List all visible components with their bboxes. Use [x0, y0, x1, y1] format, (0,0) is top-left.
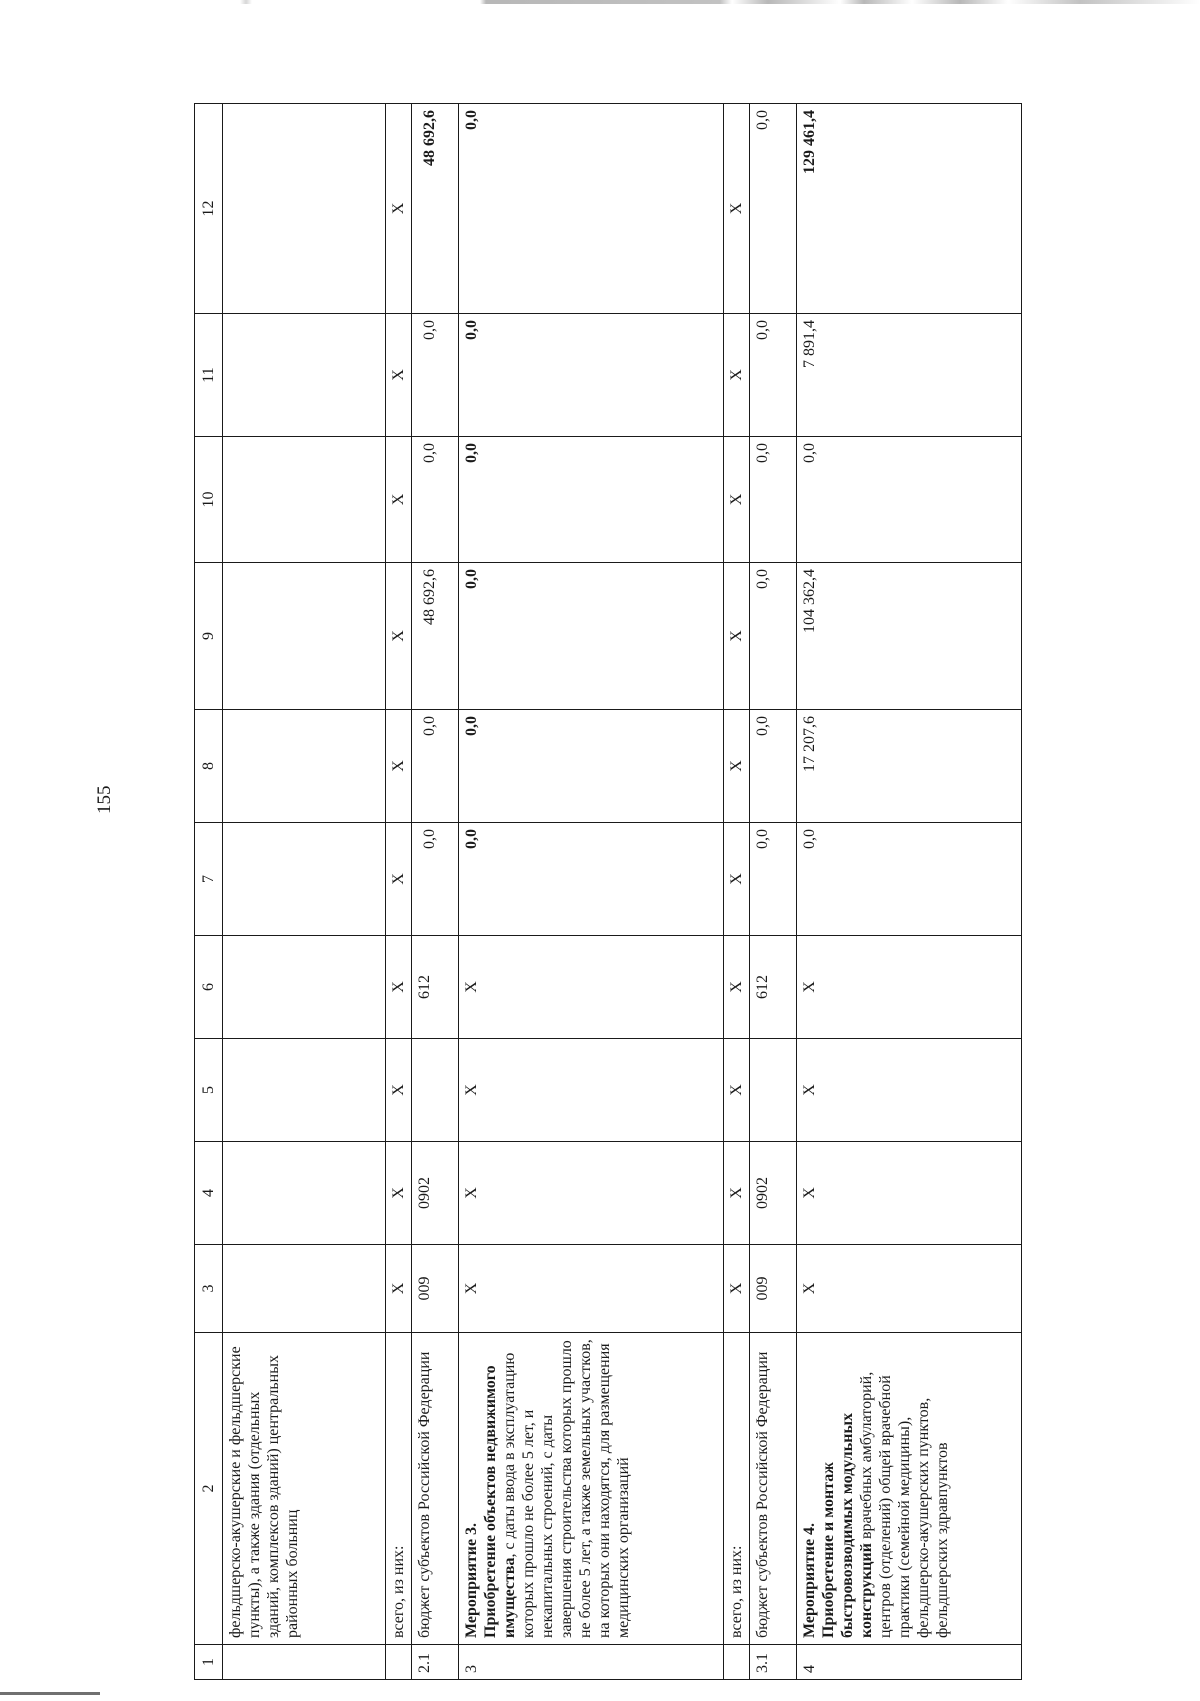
cell-c9: 104 362,4	[797, 563, 1022, 710]
table-row	[459, 104, 724, 1680]
cell-c4: X	[386, 1142, 412, 1245]
cell-c6: X	[386, 936, 412, 1039]
cell-c8: 0,0	[750, 710, 797, 823]
cell-c11: 7 891,4	[797, 314, 1022, 437]
cell-c10: X	[724, 437, 750, 563]
header-cell: 1	[195, 1645, 223, 1680]
cell-c11: 0,0	[412, 314, 459, 437]
table-row	[386, 104, 412, 1680]
row-text: бюджет субъектов Российской Федерации	[754, 1351, 771, 1638]
cell-c5	[412, 1039, 459, 1142]
header-cell: 5	[195, 1039, 223, 1142]
cell-c8: 17 207,6	[797, 710, 1022, 823]
row-title: Приобретение и монтаж быстровозводимых модульных конструкций	[820, 1413, 875, 1638]
cell-c11: X	[386, 314, 412, 437]
scan-edge-top	[0, 0, 1200, 4]
cell-c7: 0,0	[412, 823, 459, 936]
cell-c9: X	[724, 563, 750, 710]
cell-c10: 0,0	[459, 437, 724, 563]
row-description	[797, 1333, 1022, 1645]
cell-c4: X	[459, 1142, 724, 1245]
row-number: 3	[459, 1645, 724, 1680]
cell-c12: 0,0	[750, 104, 797, 314]
cell-c10: 0,0	[750, 437, 797, 563]
cell-c4: X	[724, 1142, 750, 1245]
row-number: 4	[797, 1645, 1022, 1680]
cell-c7: 0,0	[750, 823, 797, 936]
header-cell: 3	[195, 1245, 223, 1333]
cell-c3: X	[724, 1245, 750, 1333]
row-number	[386, 1645, 412, 1680]
row-text: бюджет субъектов Российской Федерации	[416, 1351, 433, 1638]
cell-c9: 0,0	[459, 563, 724, 710]
table-row	[223, 104, 386, 1680]
cell-c8	[223, 710, 386, 823]
row-description	[412, 1333, 459, 1645]
row-number: 3.1	[750, 1645, 797, 1680]
row-description	[223, 1333, 386, 1645]
cell-c9: X	[386, 563, 412, 710]
cell-c3: X	[459, 1245, 724, 1333]
cell-c3: 009	[412, 1245, 459, 1333]
cell-c10: X	[386, 437, 412, 563]
row-text: , с даты ввода в эксплуатацию которых прошло не более 5 лет, и некапитальных строений, с даты завершения строительства которых прошло не более 5 лет, а также земельных участков, на которых они находятся, для размещения медицинских организаций	[501, 1339, 632, 1638]
header-cell: 4	[195, 1142, 223, 1245]
row-number	[724, 1645, 750, 1680]
cell-c7: X	[724, 823, 750, 936]
cell-c4: 0902	[412, 1142, 459, 1245]
cell-c12: 48 692,6	[412, 104, 459, 314]
cell-c7: X	[386, 823, 412, 936]
row-text: врачебных амбулаторий, центров (отделений) общей врачебной практики (семейной медицины), фельдшерско-акушерских пунктов, фельдшерских здравпунктов	[858, 1371, 951, 1638]
table-row	[750, 104, 797, 1680]
cell-c5: X	[797, 1039, 1022, 1142]
cell-c10: 0,0	[412, 437, 459, 563]
row-lead: Мероприятие 4.	[801, 1522, 818, 1638]
header-cell: 10	[195, 437, 223, 563]
cell-c3: 009	[750, 1245, 797, 1333]
cell-c5	[750, 1039, 797, 1142]
cell-c12	[223, 104, 386, 314]
cell-c12: 129 461,4	[797, 104, 1022, 314]
header-row	[195, 104, 223, 1680]
cell-c5: X	[459, 1039, 724, 1142]
cell-c11: X	[724, 314, 750, 437]
row-lead: Мероприятие 3.	[463, 1522, 480, 1638]
cell-c3: X	[386, 1245, 412, 1333]
row-text: всего, из них:	[390, 1545, 407, 1638]
header-cell: 12	[195, 104, 223, 314]
cell-c9: 48 692,6	[412, 563, 459, 710]
scan-edge-bottom	[0, 1692, 100, 1695]
row-description	[724, 1333, 750, 1645]
row-title: Приобретение объектов недвижимого имущества	[482, 1365, 518, 1638]
cell-c8: X	[724, 710, 750, 823]
cell-c6: X	[459, 936, 724, 1039]
table-row	[724, 104, 750, 1680]
cell-c12: 0,0	[459, 104, 724, 314]
row-text: всего, из них:	[728, 1545, 745, 1638]
cell-c12: X	[386, 104, 412, 314]
table-row	[412, 104, 459, 1680]
header-cell: 8	[195, 710, 223, 823]
cell-c3: X	[797, 1245, 1022, 1333]
rotated-table-area	[194, 104, 1056, 1680]
table-row	[797, 104, 1022, 1680]
cell-c6: 612	[412, 936, 459, 1039]
cell-c6: X	[724, 936, 750, 1039]
cell-c8: 0,0	[412, 710, 459, 823]
cell-c11	[223, 314, 386, 437]
row-number: 2.1	[412, 1645, 459, 1680]
cell-c6	[223, 936, 386, 1039]
cell-c4: 0902	[750, 1142, 797, 1245]
cell-c11: 0,0	[750, 314, 797, 437]
row-description	[459, 1333, 724, 1645]
row-text: фельдшерско-акушерские и фельдшерские пункты), а также здания (отдельных зданий, комплексов зданий) центральных районных больниц	[227, 1346, 301, 1638]
row-number	[223, 1645, 386, 1680]
cell-c8: 0,0	[459, 710, 724, 823]
cell-c4	[223, 1142, 386, 1245]
header-cell: 6	[195, 936, 223, 1039]
cell-c12: X	[724, 104, 750, 314]
cell-c5	[223, 1039, 386, 1142]
cell-c7	[223, 823, 386, 936]
cell-c5: X	[724, 1039, 750, 1142]
cell-c6: X	[797, 936, 1022, 1039]
row-description	[386, 1333, 412, 1645]
cell-c7: 0,0	[797, 823, 1022, 936]
header-cell: 11	[195, 314, 223, 437]
header-cell: 2	[195, 1333, 223, 1645]
cell-c11: 0,0	[459, 314, 724, 437]
page-number: 155	[94, 785, 115, 814]
cell-c3	[223, 1245, 386, 1333]
header-cell: 7	[195, 823, 223, 936]
budget-table	[194, 103, 1022, 1680]
row-description	[750, 1333, 797, 1645]
cell-c4: X	[797, 1142, 1022, 1245]
cell-c6: 612	[750, 936, 797, 1039]
cell-c8: X	[386, 710, 412, 823]
cell-c9	[223, 563, 386, 710]
cell-c10: 0,0	[797, 437, 1022, 563]
cell-c7: 0,0	[459, 823, 724, 936]
cell-c5: X	[386, 1039, 412, 1142]
cell-c9: 0,0	[750, 563, 797, 710]
header-cell: 9	[195, 563, 223, 710]
cell-c10	[223, 437, 386, 563]
